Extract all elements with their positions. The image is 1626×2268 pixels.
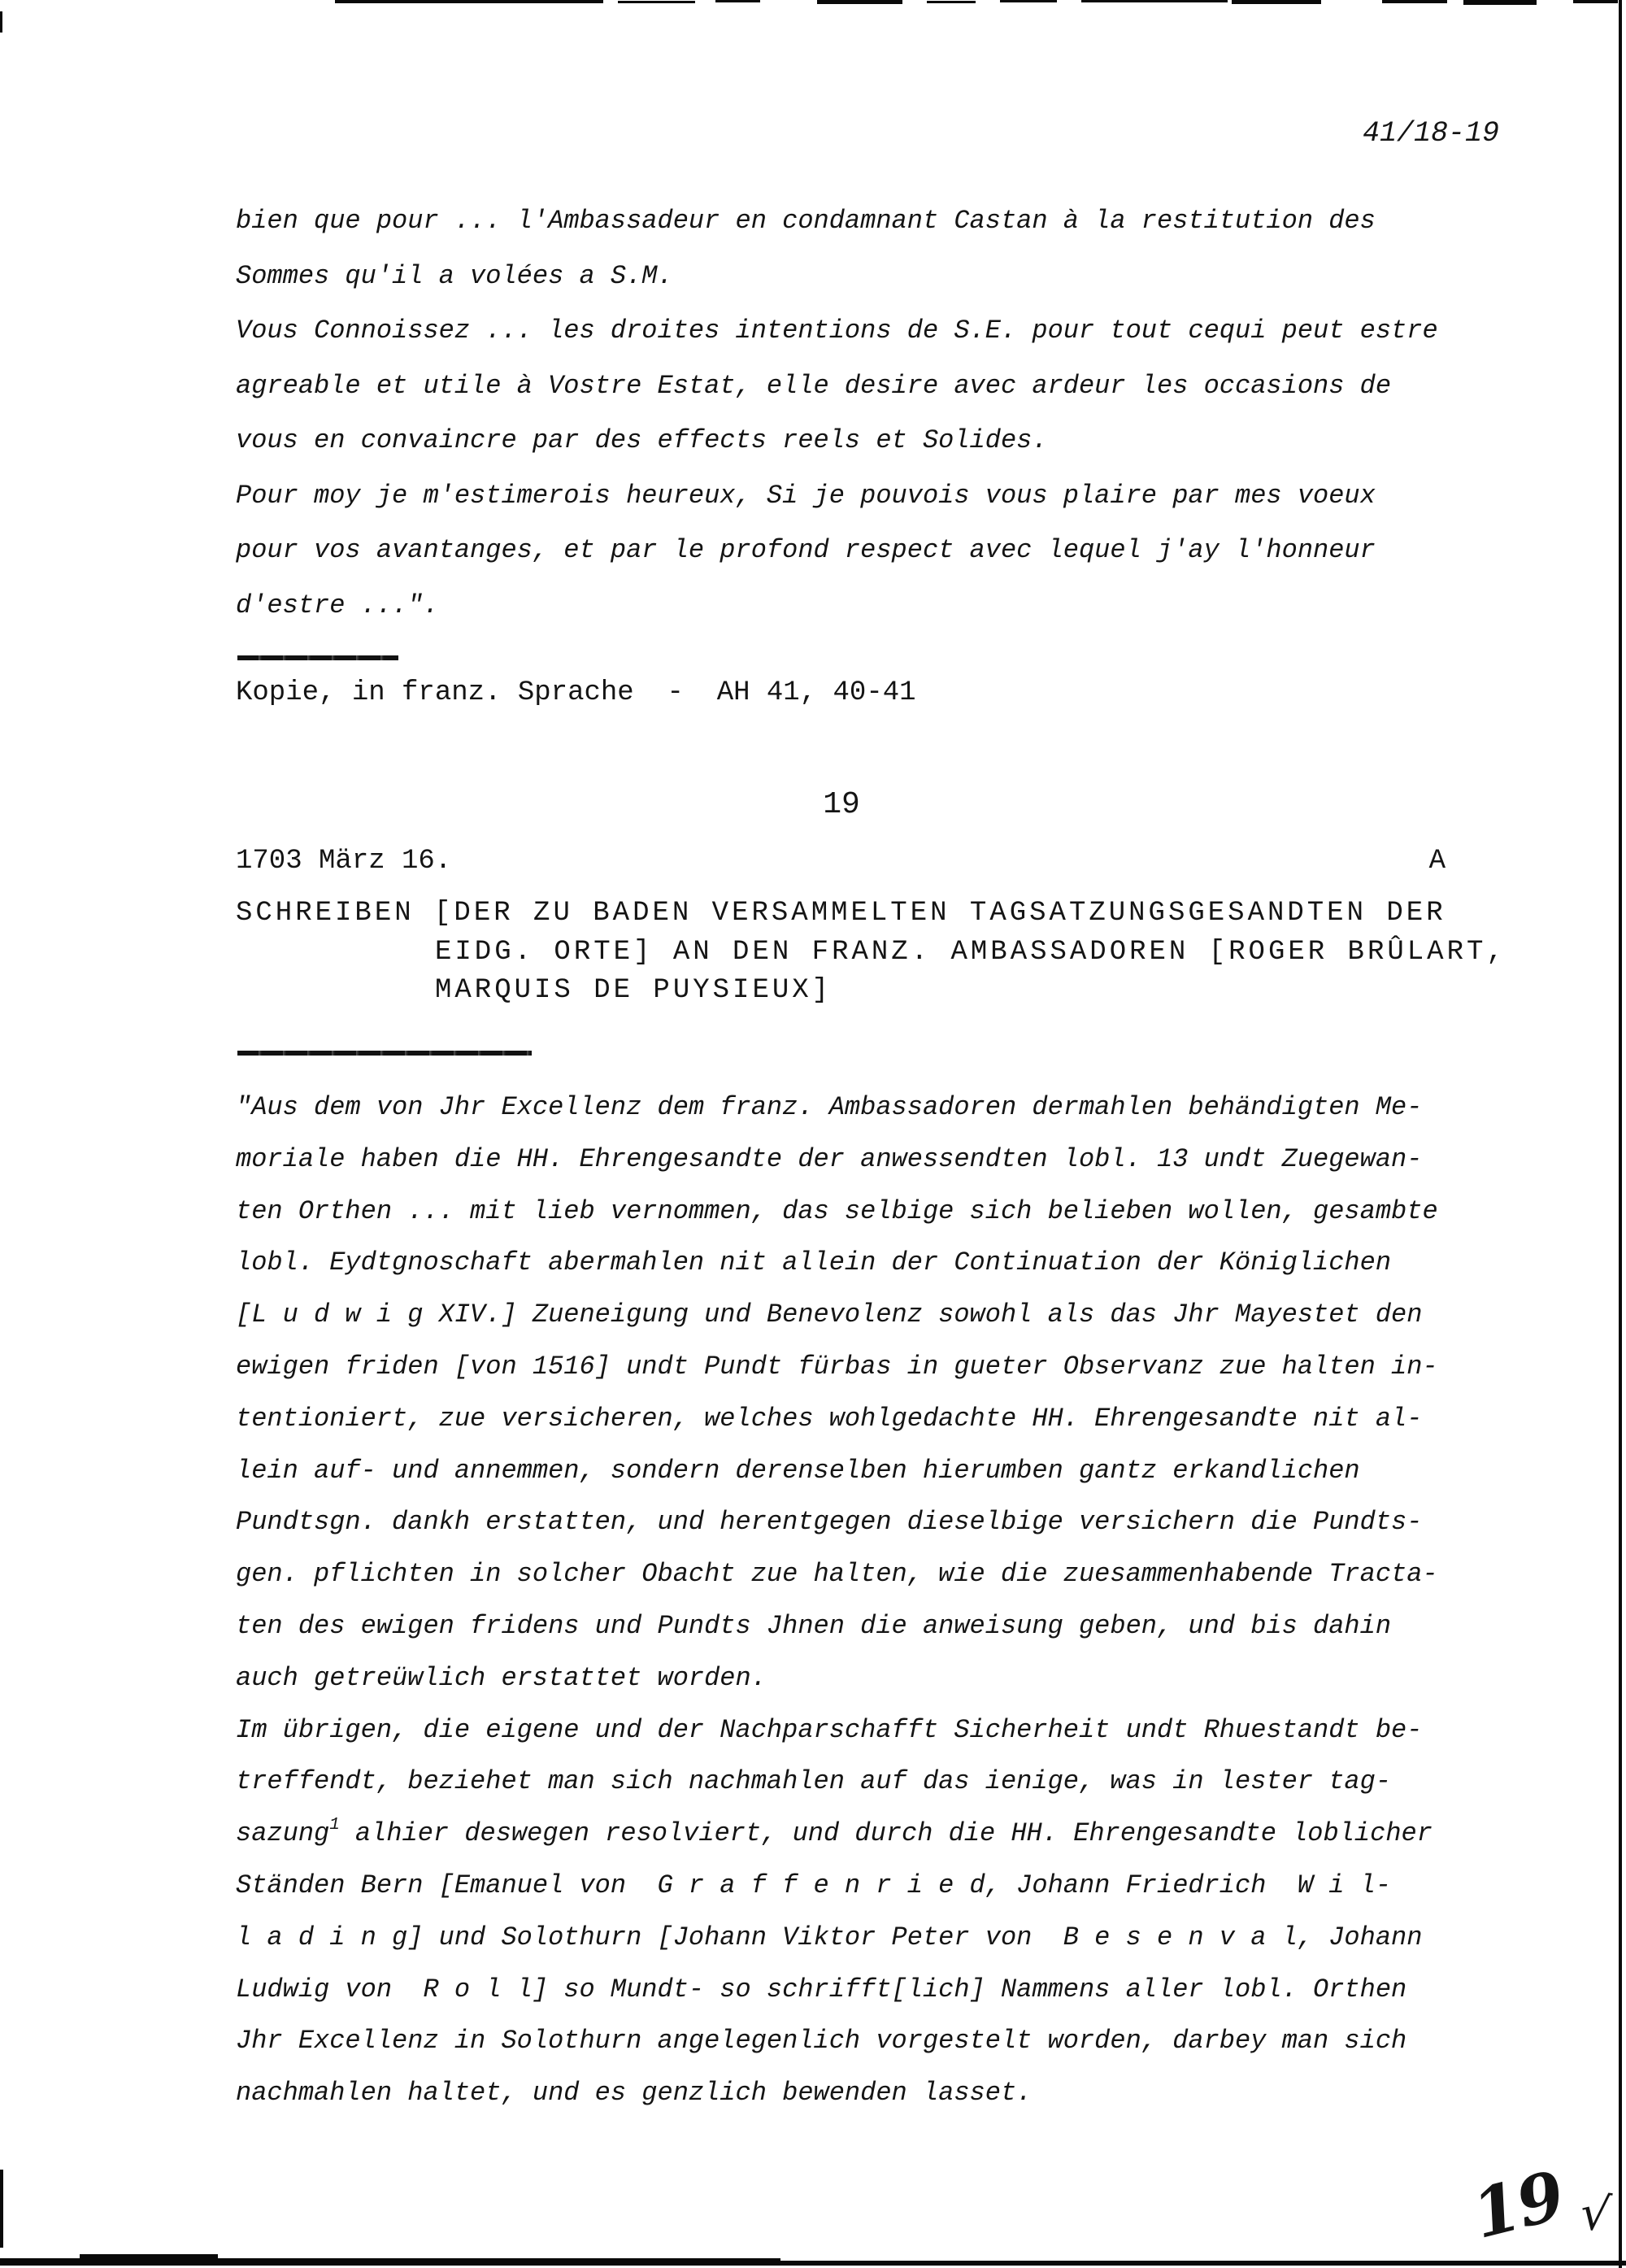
scan-artifact-top-edge xyxy=(1000,0,1057,2)
text-line: Pour moy je m'estimerois heureux, Si je pouvois vous plaire par mes voeux xyxy=(236,480,1376,511)
source-note: Kopie, in franz. Sprache - AH 41, 40-41 xyxy=(236,677,916,708)
text-line: "Aus dem von Jhr Excellenz dem franz. Ambassadoren dermahlen behändigten Me- xyxy=(236,1092,1423,1122)
text-line: agreable et utile à Vostre Estat, elle desire avec ardeur les occasions de xyxy=(236,370,1392,401)
text-line: ewigen friden [von 1516] undt Pundt fürbas in gueter Observanz zue halten in- xyxy=(236,1351,1438,1382)
handwritten-page-number: 19 xyxy=(1465,2157,1572,2254)
scan-artifact-bottom-edge xyxy=(0,2258,780,2266)
scan-artifact-right-edge xyxy=(1619,0,1622,2268)
text-line: sazung$^1$ alhier deswegen resolviert, und durch die HH. Ehrengesandte loblicher xyxy=(236,1816,1433,1849)
entry-date: 1703 März 16. xyxy=(236,846,452,877)
scan-artifact-top-edge xyxy=(335,0,603,3)
text-line: SCHREIBEN [DER ZU BADEN VERSAMMELTEN TAGSATZUNGSGESANDTEN DER xyxy=(236,898,1446,929)
text-line: [L u d w i g XIV.] Zueneigung und Benevolenz sowohl als das Jhr Mayestet den xyxy=(236,1299,1423,1330)
text-line: moriale haben die HH. Ehrengesandte der anwessendten lobl. 13 undt Zuegewan- xyxy=(236,1143,1423,1174)
text-line: l a d i n g] und Solothurn [Johann Viktor Peter von B e s e n v a l, Johann xyxy=(236,1922,1423,1952)
scan-artifact-top-edge xyxy=(927,1,976,3)
entry-title xyxy=(236,895,1506,1011)
text-line: Im übrigen, die eigene und der Nachparschafft Sicherheit undt Rhuestandt be- xyxy=(236,1714,1423,1745)
footnote-marker: 1 xyxy=(329,1816,340,1835)
archive-reference: 41/18-19 xyxy=(1363,117,1500,150)
text-line: lobl. Eydtgnoschaft abermahlen nit allein der Continuation der Königlichen xyxy=(236,1247,1392,1278)
text-line: Sommes qu'il a volées a S.M. xyxy=(236,260,673,291)
scan-artifact-left-edge xyxy=(0,2170,3,2248)
entry-number: 19 xyxy=(823,787,860,822)
text-line: EIDG. ORTE] AN DEN FRANZ. AMBASSADOREN [ROGER BRÛLART, xyxy=(435,936,1506,968)
text-line: ten Orthen ... mit lieb vernommen, das selbige sich belieben wollen, gesambte xyxy=(236,1195,1438,1226)
text-line: ten des ewigen fridens und Pundts Jhnen die anweisung geben, und bis dahin xyxy=(236,1610,1392,1641)
letter-mark: A xyxy=(1428,846,1446,877)
scan-artifact-top-edge xyxy=(715,0,760,2)
text-line: auch getreüwlich erstattet worden. xyxy=(236,1662,767,1693)
text-line: Pundtsgn. dankh erstatten, und herentgegen dieselbige versichern die Pundts- xyxy=(236,1507,1423,1538)
scan-artifact-left-tick xyxy=(0,11,2,33)
text-line: treffendt, beziehet man sich nachmahlen auf das ienige, was in lester tag- xyxy=(236,1766,1392,1797)
scan-artifact-top-edge xyxy=(618,1,695,3)
typed-rule xyxy=(237,655,398,660)
french-quote-block xyxy=(236,194,1504,633)
text-line: d'estre ...". xyxy=(236,590,439,620)
text-line: Ständen Bern [Emanuel von G r a f f e n r i e d, Johann Friedrich W i l- xyxy=(236,1870,1392,1900)
date-row xyxy=(236,846,1446,877)
text-line: gen. pflichten in solcher Obacht zue halten, wie die zuesammenhabende Tracta- xyxy=(236,1559,1438,1590)
text-line: Jhr Excellenz in Solothurn angelegenlich vorgestelt worden, darbey man sich xyxy=(236,2026,1407,2057)
scan-artifact-top-edge xyxy=(1382,0,1447,3)
text-line: nachmahlen haltet, und es genzlich bewenden lasset. xyxy=(236,2078,1033,2109)
text-line: bien que pour ... l'Ambassadeur en condamnant Castan à la restitution des xyxy=(236,206,1376,236)
text-line: Vous Connoissez ... les droites intentions de S.E. pour tout cequi peut estre xyxy=(236,316,1438,346)
scan-artifact-top-edge xyxy=(1081,0,1228,2)
scan-artifact-top-edge xyxy=(1463,0,1537,5)
typed-rule xyxy=(237,1051,532,1056)
text-line: vous en convaincre par des effects reels et Solides. xyxy=(236,425,1048,455)
text-line: Ludwig von R o l l] so Mundt- so schrifft[lich] Nammens aller lobl. Orthen xyxy=(236,1974,1407,2005)
text-line: pour vos avantanges, et par le profond respect avec lequel j'ay l'honneur xyxy=(236,535,1376,565)
text-line: tentioniert, zue versicheren, welches wohlgedachte HH. Ehrengesandte nit al- xyxy=(236,1403,1423,1434)
scan-artifact-top-edge xyxy=(817,0,902,4)
text-line: MARQUIS DE PUYSIEUX] xyxy=(435,975,833,1006)
scan-artifact-bottom-tick xyxy=(80,2254,218,2258)
handwritten-checkmark: √ xyxy=(1577,2184,1614,2243)
scan-artifact-top-edge xyxy=(1573,0,1618,3)
scan-artifact-top-edge xyxy=(1232,0,1321,4)
german-quote-block xyxy=(236,1082,1504,2119)
text-line: lein auf- und annemmen, sondern derenselben hierumben gantz erkandlichen xyxy=(236,1455,1360,1486)
